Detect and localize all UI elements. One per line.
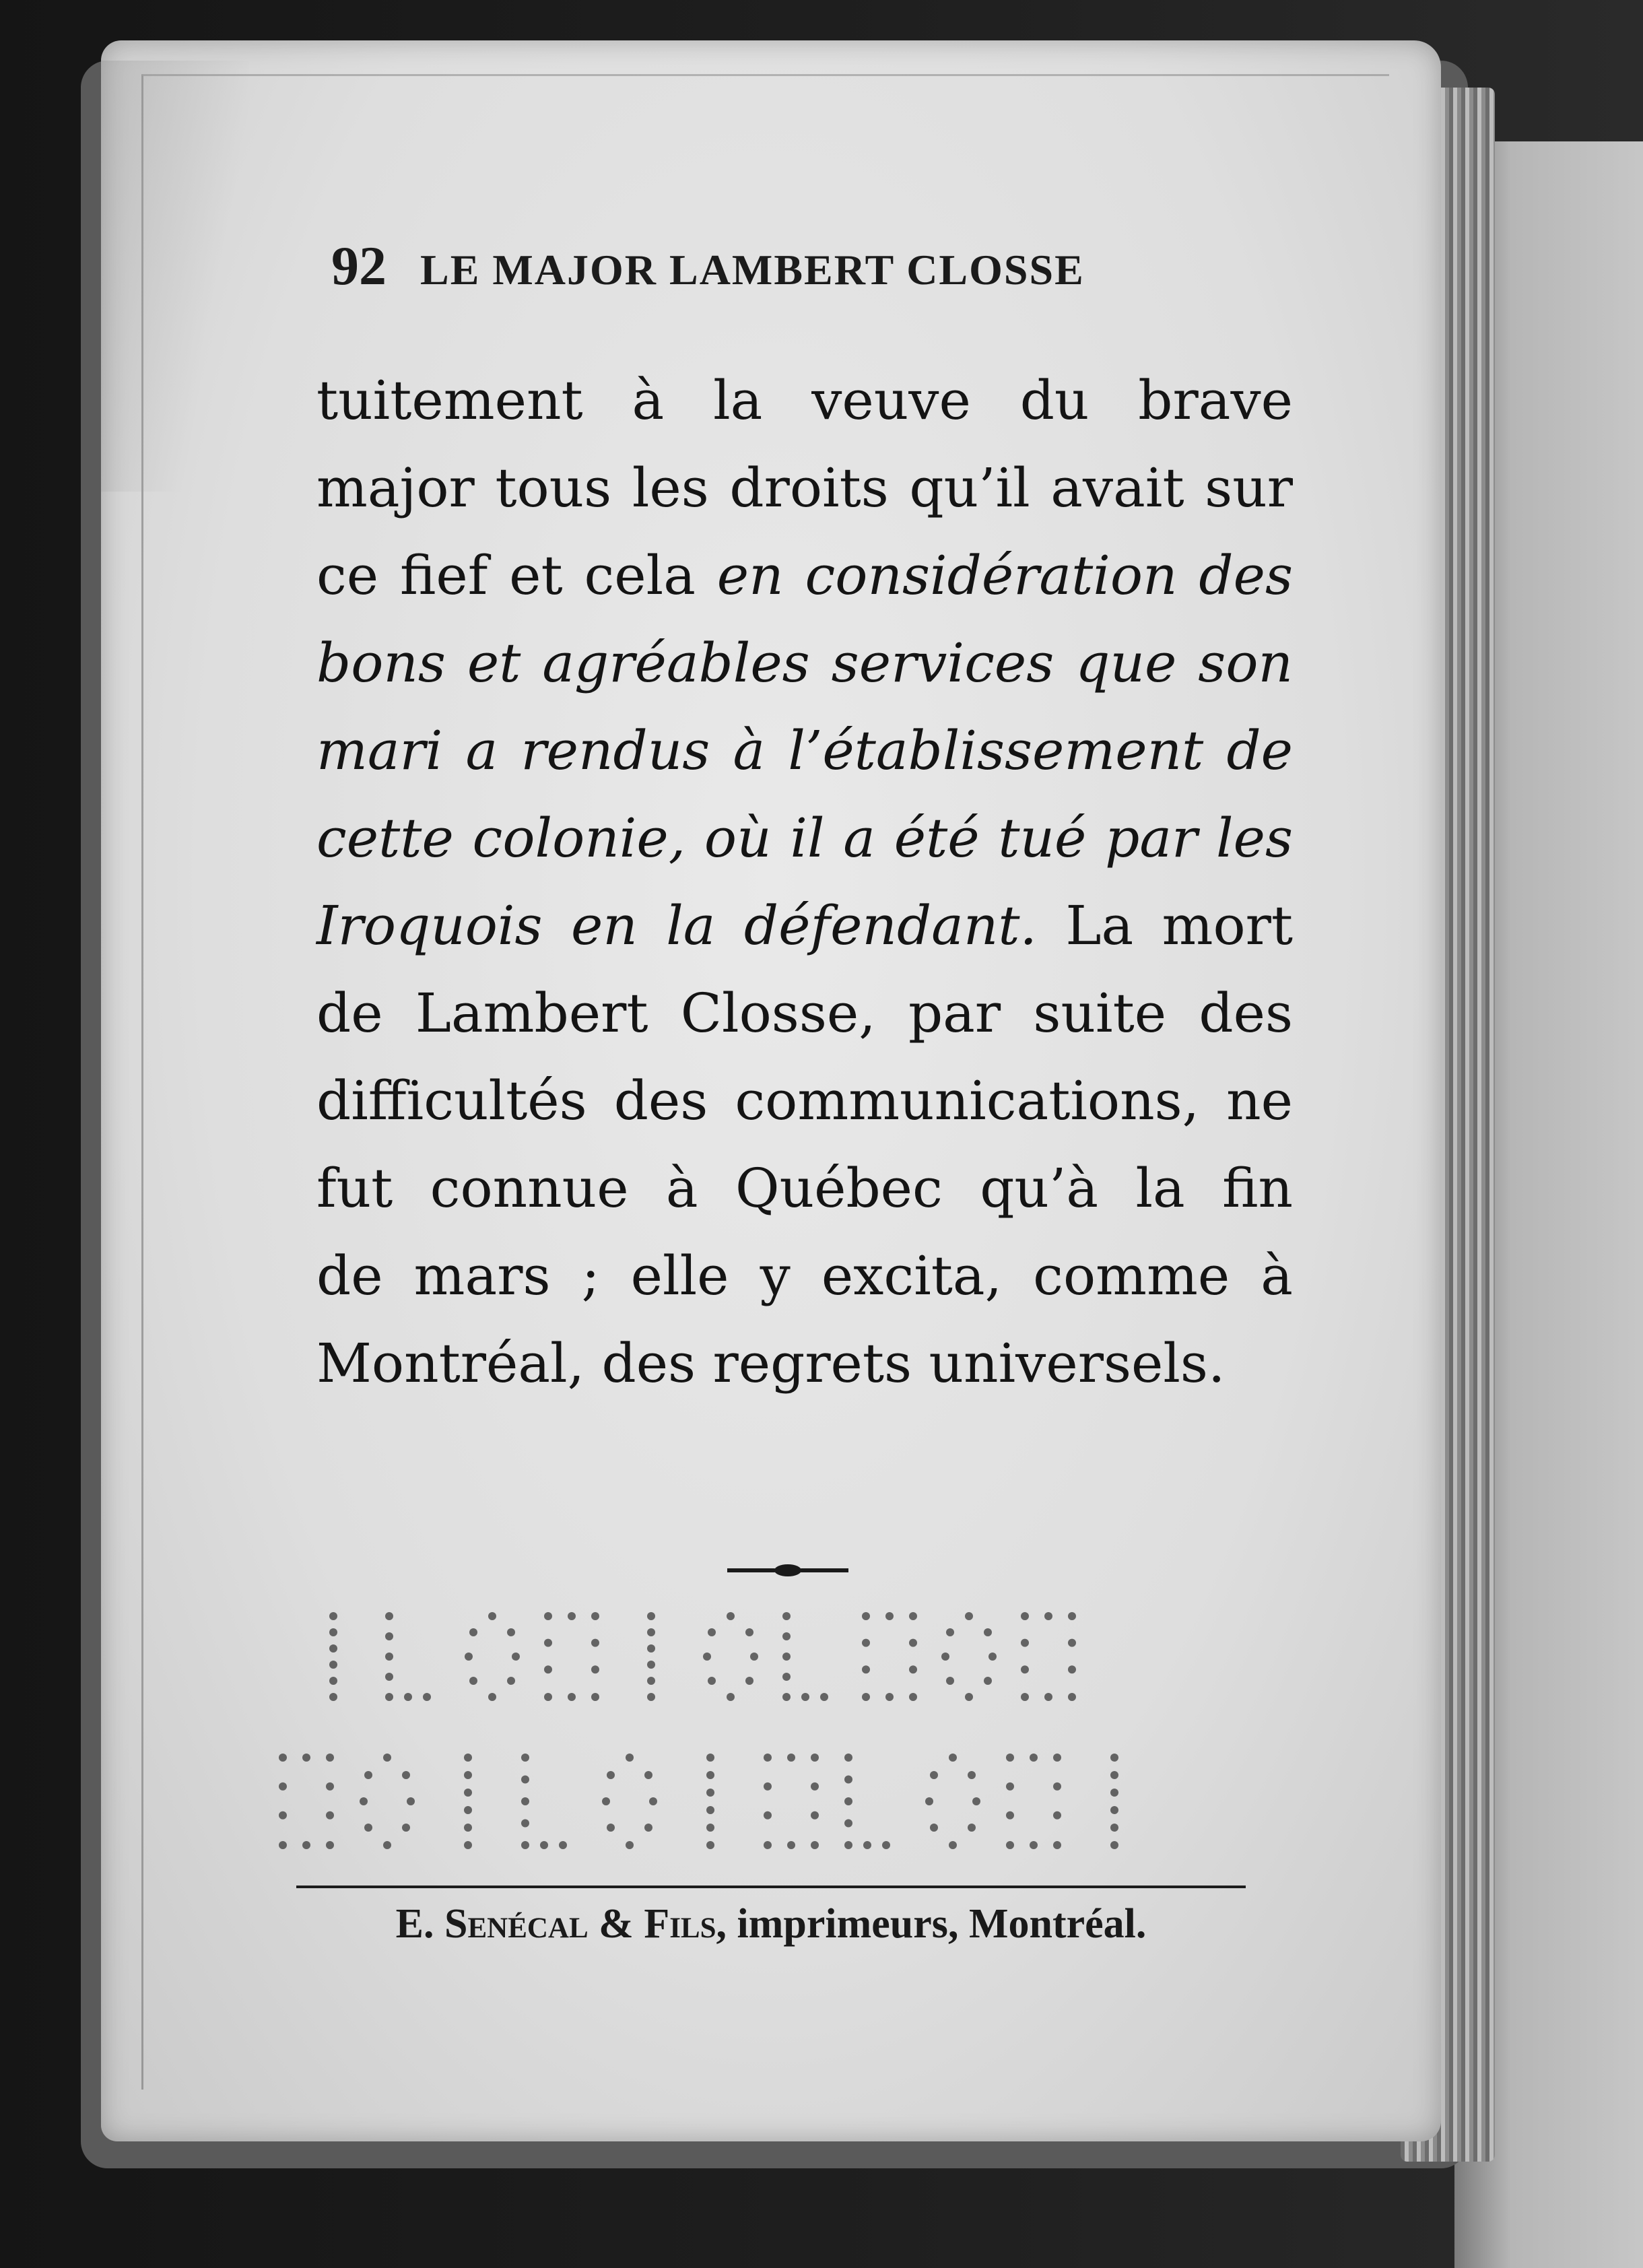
italic-segment: mari a rendus à l’établissement de bbox=[316, 719, 1293, 782]
page-tear bbox=[101, 61, 249, 492]
running-title: LE MAJOR LAMBERT CLOSSE bbox=[420, 246, 1085, 294]
body-text bbox=[316, 357, 1293, 1407]
running-head bbox=[331, 234, 1274, 298]
text-segment: major tous les droits qu’il avait sur bbox=[316, 457, 1293, 519]
imprint-smallcaps-1: enécal bbox=[467, 1901, 589, 1947]
text-segment: tuitement à la veuve du brave bbox=[316, 369, 1293, 432]
imprint-rule bbox=[296, 1886, 1246, 1888]
text-line bbox=[316, 444, 1293, 532]
text-segment: de mars ; elle y excita, comme à bbox=[316, 1244, 1293, 1307]
text-segment: ce fief et cela bbox=[316, 544, 717, 607]
text-line bbox=[316, 882, 1293, 970]
imprint-initial: E. S bbox=[395, 1901, 468, 1947]
text-line bbox=[316, 532, 1293, 620]
italic-segment: cette colonie, où il a été tué par les bbox=[316, 807, 1293, 869]
page-number: 92 bbox=[331, 235, 387, 296]
imprint-smallcaps-2: ils bbox=[669, 1901, 716, 1947]
italic-segment: bons et agréables services que son bbox=[316, 632, 1293, 694]
imprint-rest: , imprimeurs, Montréal. bbox=[716, 1901, 1147, 1947]
text-line bbox=[316, 620, 1293, 707]
text-line bbox=[316, 1320, 1293, 1407]
text-line bbox=[316, 1057, 1293, 1145]
ornament-divider bbox=[727, 1562, 848, 1578]
text-segment: difficultés des communications, ne bbox=[316, 1069, 1293, 1132]
imprint-amp: & F bbox=[588, 1901, 670, 1947]
text-segment: La mort bbox=[1036, 894, 1293, 957]
text-line bbox=[316, 707, 1293, 795]
italic-segment: Iroquois en la défendant. bbox=[316, 894, 1037, 957]
perforation-stamp bbox=[269, 1589, 1185, 1872]
text-line bbox=[316, 795, 1293, 882]
italic-segment: en considération des bbox=[716, 544, 1293, 607]
text-line bbox=[316, 357, 1293, 444]
text-segment: fut connue à Québec qu’à la fin bbox=[316, 1157, 1293, 1220]
printer-imprint bbox=[296, 1900, 1246, 1948]
text-segment: de Lambert Closse, par suite des bbox=[316, 982, 1293, 1044]
text-line bbox=[316, 1232, 1293, 1320]
text-line bbox=[316, 1145, 1293, 1232]
text-line bbox=[316, 970, 1293, 1057]
text-segment: Montréal, des regrets universels. bbox=[316, 1332, 1226, 1395]
